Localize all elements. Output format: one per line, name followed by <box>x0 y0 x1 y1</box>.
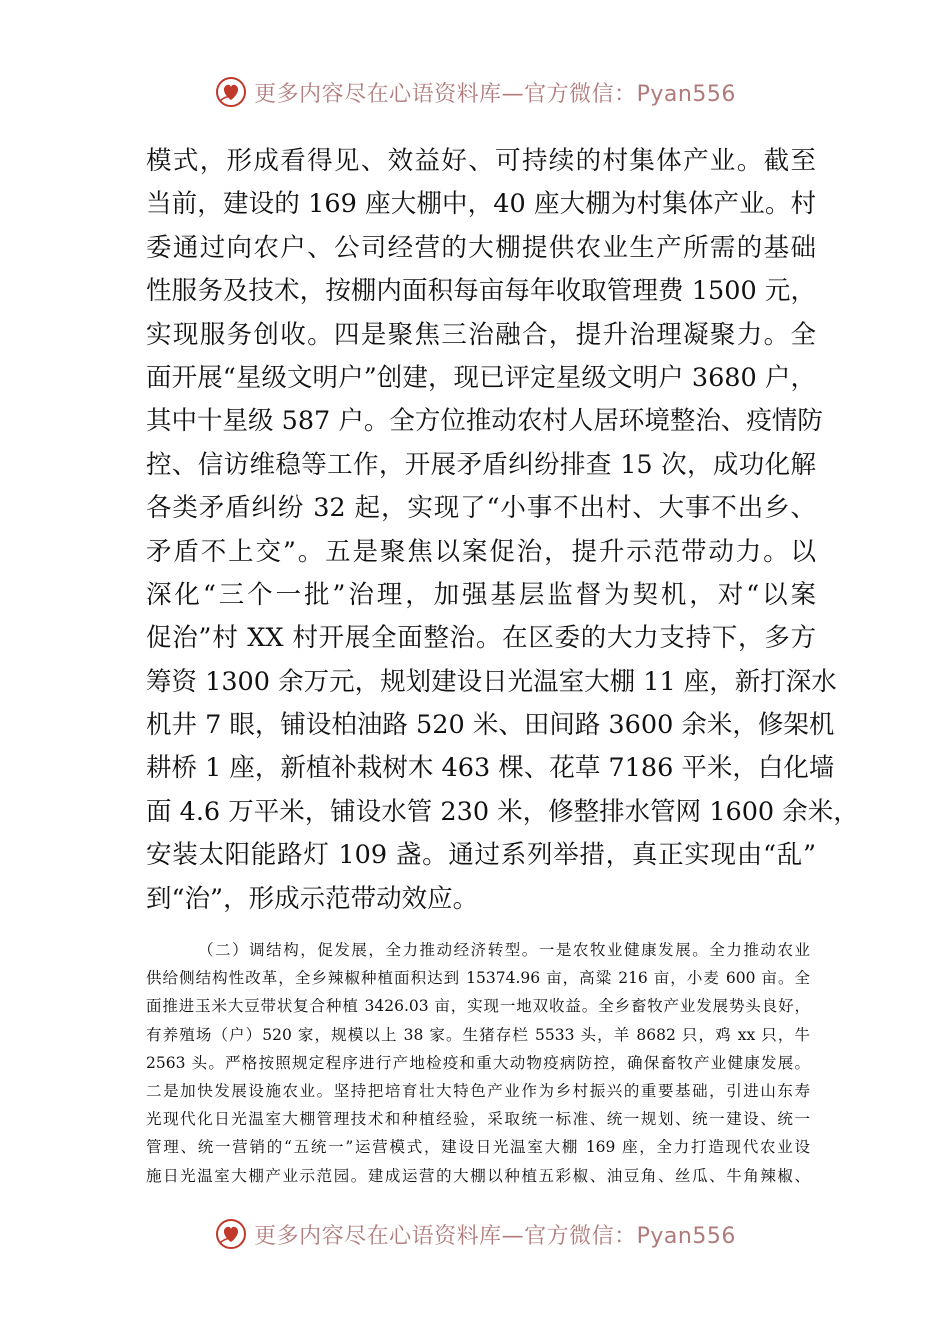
text-line: 控、信访维稳等工作，开展矛盾纠纷排查 15 次，成功化解 <box>146 449 816 480</box>
text-line: 筹资 1300 余万元，规划建设日光温室大棚 11 座，新打深水 <box>146 666 837 697</box>
text-line: 2563 头。严格按照规定程序进行产地检疫和重大动物疫病防控，确保畜牧产业健康发展。 <box>146 1053 810 1072</box>
text-line: 委通过向农户、公司经营的大棚提供农业生产所需的基础 <box>146 232 816 263</box>
text-line: 性服务及技术，按棚内面积每亩每年收取管理费 1500 元， <box>146 276 816 307</box>
text-line: 其中十星级 587 户。全方位推动农村人居环境整治、疫情防 <box>146 406 823 437</box>
banner-text: 更多内容尽在心语资料库—官方微信：Pyan556 <box>254 1223 736 1249</box>
section-two-text <box>146 936 810 1190</box>
text-line: 面 4.6 万平米，铺设水管 230 米，修整排水管网 1600 余米， <box>146 796 859 827</box>
text-line: 管理、统一营销的“五统一”运营模式，建设日光温室大棚 169 座，全力打造现代农业设 <box>146 1138 810 1157</box>
section-heading-line: （二）调结构，促发展，全力推动经济转型。一是农牧业健康发展。全力推动农业 <box>198 941 810 959</box>
text-line: 到“治”，形成示范带动效应。 <box>146 883 479 914</box>
text-line: 实现服务创收。四是聚焦三治融合，提升治理凝聚力。全 <box>146 319 816 350</box>
main-body-text <box>146 140 859 921</box>
text-line: 当前，建设的 169 座大棚中，40 座大棚为村集体产业。村 <box>146 189 816 220</box>
text-line: 矛盾不上交”。五是聚焦以案促治，提升示范带动力。以 <box>146 536 816 567</box>
heart-logo-icon <box>214 75 248 109</box>
text-line: 促治”村 XX 村开展全面整治。在区委的大力支持下，多方 <box>146 623 816 654</box>
footer-banner <box>0 1212 950 1256</box>
header-banner <box>0 70 950 114</box>
text-line: 有养殖场（户）520 家，规模以上 38 家。生猪存栏 5533 头，羊 8682 只，鸡 xx 只，牛 <box>146 1025 810 1044</box>
text-line: 各类矛盾纠纷 32 起，实现了“小事不出村、大事不出乡、 <box>146 493 816 524</box>
text-line: 机井 7 眼，铺设柏油路 520 米、田间路 3600 余米，修架机 <box>146 710 835 741</box>
text-line: 模式，形成看得见、效益好、可持续的村集体产业。截至 <box>146 146 816 176</box>
text-line: 二是加快发展设施农业。坚持把培育壮大特色产业作为乡村振兴的重要基础，引进山东寿 <box>146 1081 810 1100</box>
text-line: 面推进玉米大豆带状复合种植 3426.03 亩，实现一地双收益。全乡畜牧产业发展势头良好， <box>146 997 810 1016</box>
text-line: 耕桥 1 座，新植补栽树木 463 棵、花草 7186 平米，白化墙 <box>146 753 835 784</box>
text-line: 深化“三个一批”治理，加强基层监督为契机，对“以案 <box>146 579 816 610</box>
heart-logo-icon <box>214 1217 248 1251</box>
text-line: 施日光温室大棚产业示范园。建成运营的大棚以种植五彩椒、油豆角、丝瓜、牛角辣椒、 <box>146 1166 810 1185</box>
text-line: 光现代化日光温室大棚管理技术和种植经验，采取统一标准、统一规划、统一建设、统一 <box>146 1110 810 1129</box>
banner-text: 更多内容尽在心语资料库—官方微信：Pyan556 <box>254 81 736 107</box>
text-line: 安装太阳能路灯 109 盏。通过系列举措，真正实现由“乱” <box>146 840 816 871</box>
text-line: 供给侧结构性改革，全乡辣椒种植面积达到 15374.96 亩，高粱 216 亩，小麦 600 亩。全 <box>146 969 810 988</box>
text-line: 面开展“星级文明户”创建，现已评定星级文明户 3680 户， <box>146 362 816 393</box>
